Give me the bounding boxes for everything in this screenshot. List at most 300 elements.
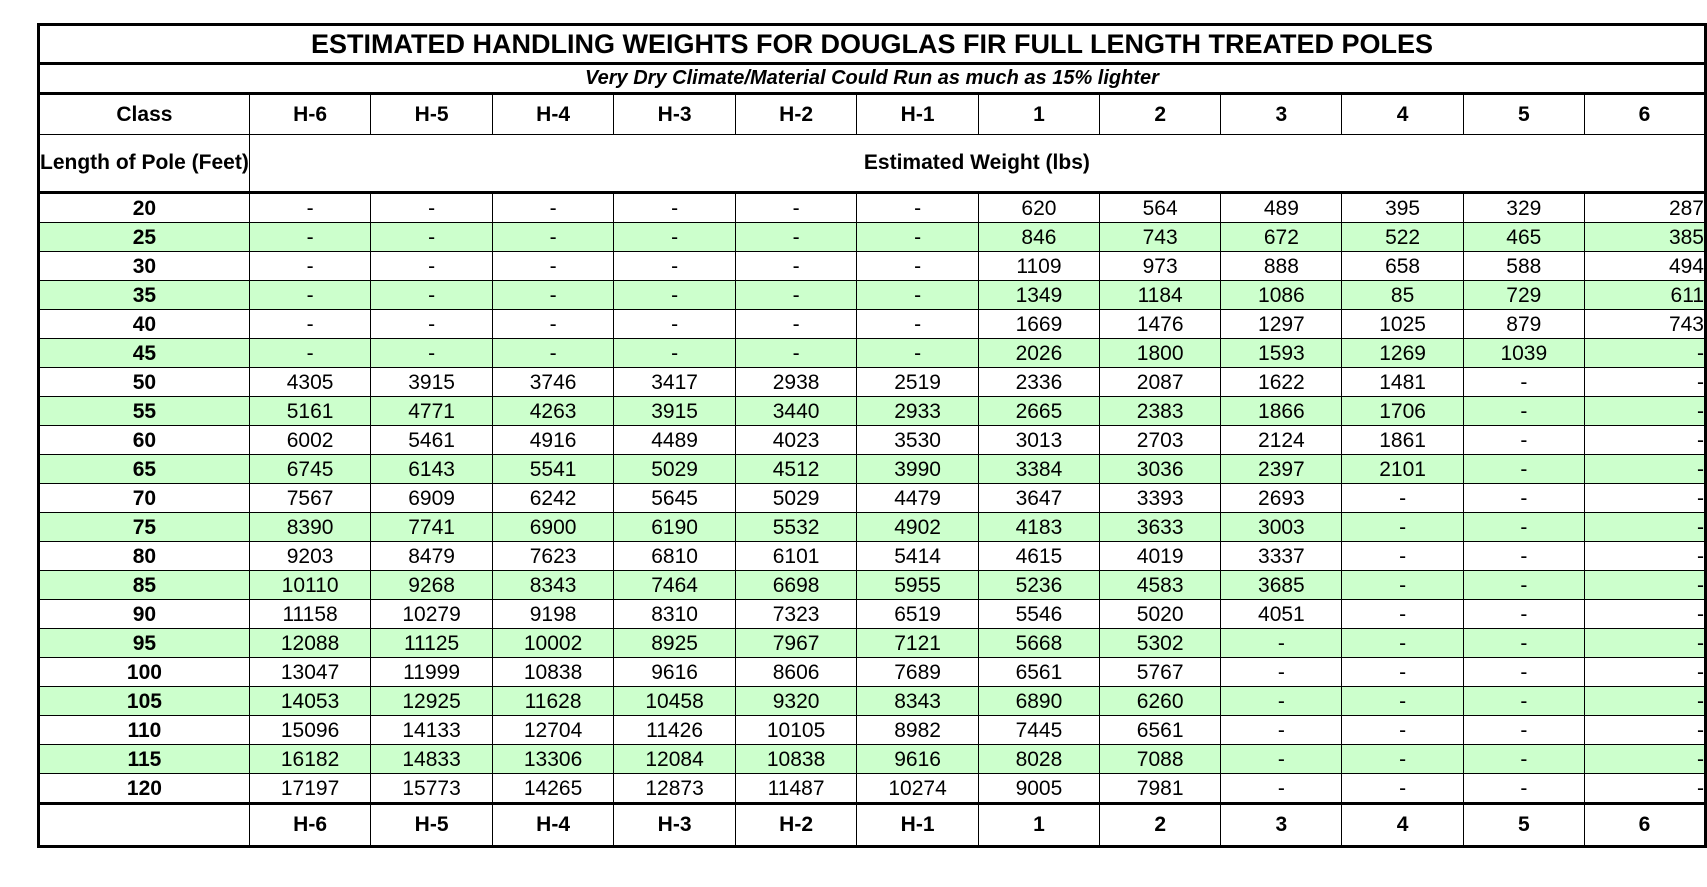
weight-cell: - <box>1463 658 1584 687</box>
weight-cell: 15096 <box>249 716 371 745</box>
weight-cell: 879 <box>1463 310 1584 339</box>
table-row <box>39 571 1706 600</box>
class-footer-cell: 5 <box>1463 804 1584 847</box>
weight-cell: - <box>1342 658 1463 687</box>
weight-cell: 2397 <box>1221 455 1342 484</box>
weight-cell: - <box>1463 716 1584 745</box>
weight-cell: 7567 <box>249 484 371 513</box>
weight-cell: 3440 <box>735 397 857 426</box>
weight-cell: 2665 <box>978 397 1099 426</box>
weight-cell: - <box>1584 571 1705 600</box>
pole-length-cell: 40 <box>39 310 250 339</box>
weight-cell: - <box>1342 542 1463 571</box>
weight-cell: 6810 <box>614 542 736 571</box>
pole-length-cell: 120 <box>39 774 250 804</box>
weight-cell: - <box>857 193 979 223</box>
weight-cell: 1109 <box>978 252 1099 281</box>
weight-cell: - <box>371 252 493 281</box>
weight-cell: 8390 <box>249 513 371 542</box>
weight-cell: 11628 <box>492 687 614 716</box>
weight-cell: - <box>1342 687 1463 716</box>
weight-cell: - <box>857 339 979 368</box>
weight-cell: - <box>1221 687 1342 716</box>
weight-cell: - <box>371 339 493 368</box>
table-row <box>39 774 1706 804</box>
class-footer-cell: H-1 <box>857 804 979 847</box>
weight-cell: 846 <box>978 223 1099 252</box>
weight-cell: 658 <box>1342 252 1463 281</box>
weight-cell: 2693 <box>1221 484 1342 513</box>
table-row <box>39 397 1706 426</box>
class-header-cell: 3 <box>1221 94 1342 135</box>
weight-cell: 5461 <box>371 426 493 455</box>
weight-cell: 729 <box>1463 281 1584 310</box>
weight-cell: 13306 <box>492 745 614 774</box>
weight-cell: 1086 <box>1221 281 1342 310</box>
weight-cell: 8343 <box>857 687 979 716</box>
pole-length-cell: 75 <box>39 513 250 542</box>
weight-cell: 9203 <box>249 542 371 571</box>
weight-cell: 8028 <box>978 745 1099 774</box>
weight-cell: - <box>249 193 371 223</box>
weight-cell: 4615 <box>978 542 1099 571</box>
weight-cell: 6242 <box>492 484 614 513</box>
table-row <box>39 252 1706 281</box>
weight-cell: 6519 <box>857 600 979 629</box>
weight-cell: - <box>1584 339 1705 368</box>
weight-cell: 4479 <box>857 484 979 513</box>
weight-cell: 6890 <box>978 687 1099 716</box>
weight-cell: 10838 <box>735 745 857 774</box>
weight-cell: 8310 <box>614 600 736 629</box>
weight-cell: - <box>735 252 857 281</box>
weight-cell: 4771 <box>371 397 493 426</box>
class-footer-cell: 4 <box>1342 804 1463 847</box>
table-row <box>39 745 1706 774</box>
weight-cell: 4489 <box>614 426 736 455</box>
weight-cell: 611 <box>1584 281 1705 310</box>
weight-cell: 6698 <box>735 571 857 600</box>
weight-cell: - <box>1342 600 1463 629</box>
pole-length-cell: 85 <box>39 571 250 600</box>
weight-cell: 12873 <box>614 774 736 804</box>
weight-cell: 14133 <box>371 716 493 745</box>
weight-cell: 10279 <box>371 600 493 629</box>
table-row <box>39 513 1706 542</box>
weight-cell: - <box>735 310 857 339</box>
weight-cell: 1800 <box>1100 339 1221 368</box>
weight-cell: 5645 <box>614 484 736 513</box>
weight-cell: - <box>735 193 857 223</box>
weight-cell: - <box>492 281 614 310</box>
weight-cell: 1039 <box>1463 339 1584 368</box>
weight-cell: - <box>1463 600 1584 629</box>
table-row <box>39 716 1706 745</box>
weight-cell: - <box>1584 600 1705 629</box>
weight-cell: 5546 <box>978 600 1099 629</box>
weight-cell: - <box>1584 397 1705 426</box>
weight-cell: 3647 <box>978 484 1099 513</box>
weight-cell: 4902 <box>857 513 979 542</box>
weight-cell: 6561 <box>1100 716 1221 745</box>
weight-cell: - <box>1463 455 1584 484</box>
weight-cell: - <box>1221 745 1342 774</box>
weight-cell: 4183 <box>978 513 1099 542</box>
weight-cell: 672 <box>1221 223 1342 252</box>
weight-cell: - <box>371 223 493 252</box>
weight-cell: - <box>371 281 493 310</box>
pole-length-cell: 95 <box>39 629 250 658</box>
weight-cell: 4583 <box>1100 571 1221 600</box>
weight-cell: 16182 <box>249 745 371 774</box>
weight-cell: 385 <box>1584 223 1705 252</box>
weight-cell: 465 <box>1463 223 1584 252</box>
class-footer-cell: 2 <box>1100 804 1221 847</box>
class-header-cell: 2 <box>1100 94 1221 135</box>
weight-cell: 6101 <box>735 542 857 571</box>
weight-cell: - <box>492 310 614 339</box>
weight-cell: 10274 <box>857 774 979 804</box>
weight-cell: 5302 <box>1100 629 1221 658</box>
weight-cell: 2101 <box>1342 455 1463 484</box>
weight-cell: 4916 <box>492 426 614 455</box>
weight-cell: 6900 <box>492 513 614 542</box>
weight-cell: 6143 <box>371 455 493 484</box>
weight-cell: 2703 <box>1100 426 1221 455</box>
weight-cell: 2938 <box>735 368 857 397</box>
weight-cell: 3530 <box>857 426 979 455</box>
table-row <box>39 426 1706 455</box>
class-footer-cell: H-4 <box>492 804 614 847</box>
weight-cell: - <box>1463 397 1584 426</box>
length-of-pole-label: Length of Pole (Feet) <box>39 135 250 193</box>
weight-cell: - <box>857 223 979 252</box>
weight-cell: 1184 <box>1100 281 1221 310</box>
weight-cell: 3685 <box>1221 571 1342 600</box>
weight-cell: 287 <box>1584 193 1705 223</box>
weight-cell: 14053 <box>249 687 371 716</box>
table-row <box>39 223 1706 252</box>
table-row <box>39 368 1706 397</box>
weight-cell: - <box>249 223 371 252</box>
weight-cell: - <box>1342 716 1463 745</box>
weight-cell: 11125 <box>371 629 493 658</box>
weight-cell: 8982 <box>857 716 979 745</box>
pole-length-cell: 80 <box>39 542 250 571</box>
weight-cell: 3393 <box>1100 484 1221 513</box>
weight-cell: 7464 <box>614 571 736 600</box>
weight-cell: - <box>614 281 736 310</box>
weight-cell: 4019 <box>1100 542 1221 571</box>
weight-cell: 743 <box>1584 310 1705 339</box>
weight-cell: 9005 <box>978 774 1099 804</box>
weight-cell: 13047 <box>249 658 371 687</box>
weight-cell: 12088 <box>249 629 371 658</box>
weight-cell: - <box>857 281 979 310</box>
weight-cell: 3013 <box>978 426 1099 455</box>
weight-cell: 620 <box>978 193 1099 223</box>
class-footer-cell: H-2 <box>735 804 857 847</box>
pole-length-cell: 30 <box>39 252 250 281</box>
table-row <box>39 600 1706 629</box>
weight-cell: 10458 <box>614 687 736 716</box>
weight-cell: - <box>1584 658 1705 687</box>
weight-cell: 8606 <box>735 658 857 687</box>
weight-cell: 10105 <box>735 716 857 745</box>
weight-cell: 3384 <box>978 455 1099 484</box>
weight-cell: 15773 <box>371 774 493 804</box>
table-title: ESTIMATED HANDLING WEIGHTS FOR DOUGLAS FIR FULL LENGTH TREATED POLES <box>39 25 1706 64</box>
weight-cell: - <box>614 223 736 252</box>
weight-cell: 9198 <box>492 600 614 629</box>
weight-cell: 6002 <box>249 426 371 455</box>
class-header-row <box>39 94 1706 135</box>
weight-cell: - <box>1342 629 1463 658</box>
weight-cell: 9320 <box>735 687 857 716</box>
weight-cell: - <box>1584 455 1705 484</box>
weight-cell: - <box>1463 484 1584 513</box>
weight-cell: - <box>1221 716 1342 745</box>
weight-cell: 973 <box>1100 252 1221 281</box>
class-header-cell: H-4 <box>492 94 614 135</box>
class-header-cell: H-3 <box>614 94 736 135</box>
weight-cell: 1269 <box>1342 339 1463 368</box>
table-row <box>39 339 1706 368</box>
weight-cell: 12084 <box>614 745 736 774</box>
weight-cell: 6561 <box>978 658 1099 687</box>
weight-cell: 5029 <box>735 484 857 513</box>
weight-cell: - <box>1221 774 1342 804</box>
weight-cell: 888 <box>1221 252 1342 281</box>
weight-cell: 7741 <box>371 513 493 542</box>
pole-length-cell: 65 <box>39 455 250 484</box>
weight-cell: - <box>249 252 371 281</box>
weight-cell: - <box>249 310 371 339</box>
weight-cell: - <box>371 193 493 223</box>
weight-cell: 1861 <box>1342 426 1463 455</box>
weight-cell: 743 <box>1100 223 1221 252</box>
weight-cell: 7689 <box>857 658 979 687</box>
weight-cell: 7623 <box>492 542 614 571</box>
weight-cell: 1622 <box>1221 368 1342 397</box>
weight-cell: - <box>1584 687 1705 716</box>
weight-cell: 4305 <box>249 368 371 397</box>
weight-cell: 9616 <box>857 745 979 774</box>
table-row <box>39 484 1706 513</box>
table-row <box>39 281 1706 310</box>
weight-cell: 9616 <box>614 658 736 687</box>
weight-cell: 5029 <box>614 455 736 484</box>
pole-length-cell: 35 <box>39 281 250 310</box>
weight-cell: 3337 <box>1221 542 1342 571</box>
weight-cell: 10838 <box>492 658 614 687</box>
pole-length-cell: 25 <box>39 223 250 252</box>
weight-cell: 7445 <box>978 716 1099 745</box>
class-footer-cell: H-5 <box>371 804 493 847</box>
weight-cell: - <box>1463 542 1584 571</box>
weight-cell: 564 <box>1100 193 1221 223</box>
weight-cell: 2087 <box>1100 368 1221 397</box>
pole-length-cell: 55 <box>39 397 250 426</box>
class-header-cell: 1 <box>978 94 1099 135</box>
weight-cell: 588 <box>1463 252 1584 281</box>
weight-cell: - <box>492 223 614 252</box>
weight-cell: 3915 <box>371 368 493 397</box>
weights-table <box>37 23 1707 848</box>
table-row <box>39 687 1706 716</box>
weight-cell: - <box>1584 629 1705 658</box>
weight-cell: - <box>1342 571 1463 600</box>
weight-cell: 329 <box>1463 193 1584 223</box>
weight-cell: 2383 <box>1100 397 1221 426</box>
weight-cell: - <box>1463 745 1584 774</box>
pole-length-cell: 100 <box>39 658 250 687</box>
weight-cell: - <box>857 252 979 281</box>
weight-cell: 2519 <box>857 368 979 397</box>
table-row <box>39 310 1706 339</box>
weight-cell: 522 <box>1342 223 1463 252</box>
weight-cell: - <box>1584 542 1705 571</box>
weight-cell: - <box>1342 745 1463 774</box>
weight-cell: 4051 <box>1221 600 1342 629</box>
pole-length-cell: 45 <box>39 339 250 368</box>
pole-length-cell: 115 <box>39 745 250 774</box>
weight-cell: 1481 <box>1342 368 1463 397</box>
pole-length-cell: 105 <box>39 687 250 716</box>
class-footer-cell: 1 <box>978 804 1099 847</box>
weight-cell: 5541 <box>492 455 614 484</box>
weight-cell: 10110 <box>249 571 371 600</box>
weight-cell: - <box>1584 426 1705 455</box>
weight-cell: 5955 <box>857 571 979 600</box>
weight-cell: - <box>1342 774 1463 804</box>
weight-cell: 3746 <box>492 368 614 397</box>
weight-cell: - <box>857 310 979 339</box>
weight-cell: 14265 <box>492 774 614 804</box>
weight-cell: 395 <box>1342 193 1463 223</box>
weight-cell: 6745 <box>249 455 371 484</box>
weight-cell: - <box>1463 687 1584 716</box>
weight-cell: - <box>614 193 736 223</box>
weight-cell: - <box>1463 368 1584 397</box>
footer-blank-cell <box>39 804 250 847</box>
class-header-cell: 6 <box>1584 94 1705 135</box>
weight-cell: - <box>735 281 857 310</box>
unit-header-row <box>39 135 1706 193</box>
weight-cell: - <box>735 223 857 252</box>
weight-cell: 2124 <box>1221 426 1342 455</box>
class-header-cell: H-2 <box>735 94 857 135</box>
weight-cell: - <box>1342 513 1463 542</box>
weight-cell: 9268 <box>371 571 493 600</box>
weight-cell: 5414 <box>857 542 979 571</box>
weight-cell: 11487 <box>735 774 857 804</box>
class-header-cell: H-1 <box>857 94 979 135</box>
weight-cell: - <box>1584 484 1705 513</box>
weight-cell: 5532 <box>735 513 857 542</box>
weight-cell: 14833 <box>371 745 493 774</box>
weight-cell: 8479 <box>371 542 493 571</box>
weight-cell: 5767 <box>1100 658 1221 687</box>
weight-cell: - <box>1584 513 1705 542</box>
class-label: Class <box>39 94 250 135</box>
weight-cell: 4023 <box>735 426 857 455</box>
weight-cell: 1349 <box>978 281 1099 310</box>
weight-cell: 6190 <box>614 513 736 542</box>
class-footer-cell: 3 <box>1221 804 1342 847</box>
table-row <box>39 629 1706 658</box>
weight-cell: 1476 <box>1100 310 1221 339</box>
weight-cell: 5236 <box>978 571 1099 600</box>
weight-cell: - <box>614 339 736 368</box>
weight-cell: - <box>1584 774 1705 804</box>
table-row <box>39 193 1706 223</box>
weight-cell: 8925 <box>614 629 736 658</box>
table-row <box>39 455 1706 484</box>
pole-length-cell: 50 <box>39 368 250 397</box>
weight-cell: 3915 <box>614 397 736 426</box>
weight-cell: - <box>1584 745 1705 774</box>
weight-cell: - <box>1463 629 1584 658</box>
weight-cell: 2026 <box>978 339 1099 368</box>
weight-cell: 3990 <box>857 455 979 484</box>
weight-cell: 7121 <box>857 629 979 658</box>
weight-cell: 1866 <box>1221 397 1342 426</box>
weight-cell: 3633 <box>1100 513 1221 542</box>
class-header-cell: 5 <box>1463 94 1584 135</box>
pole-length-cell: 20 <box>39 193 250 223</box>
weight-cell: - <box>614 310 736 339</box>
weight-cell: 3417 <box>614 368 736 397</box>
weight-cell: 3003 <box>1221 513 1342 542</box>
estimated-weight-label: Estimated Weight (lbs) <box>249 135 1705 193</box>
pole-length-cell: 110 <box>39 716 250 745</box>
weight-cell: 6909 <box>371 484 493 513</box>
weight-cell: - <box>1584 368 1705 397</box>
weight-cell: - <box>1221 658 1342 687</box>
weight-cell: 12925 <box>371 687 493 716</box>
class-footer-cell: H-3 <box>614 804 736 847</box>
table-row <box>39 658 1706 687</box>
weight-cell: 4263 <box>492 397 614 426</box>
weight-cell: 6260 <box>1100 687 1221 716</box>
weight-cell: 7967 <box>735 629 857 658</box>
class-header-cell: 4 <box>1342 94 1463 135</box>
weight-cell: - <box>1584 716 1705 745</box>
weight-cell: 494 <box>1584 252 1705 281</box>
weight-cell: 7088 <box>1100 745 1221 774</box>
weight-cell: 1297 <box>1221 310 1342 339</box>
weight-cell: 85 <box>1342 281 1463 310</box>
weight-cell: - <box>249 339 371 368</box>
weight-cell: - <box>1221 629 1342 658</box>
class-footer-cell: 6 <box>1584 804 1705 847</box>
weight-cell: - <box>492 252 614 281</box>
weight-cell: 2336 <box>978 368 1099 397</box>
weight-cell: 7323 <box>735 600 857 629</box>
weight-cell: 3036 <box>1100 455 1221 484</box>
weight-cell: 5020 <box>1100 600 1221 629</box>
weight-cell: 7981 <box>1100 774 1221 804</box>
weight-cell: - <box>1342 484 1463 513</box>
weight-cell: 2933 <box>857 397 979 426</box>
weight-cell: 489 <box>1221 193 1342 223</box>
weight-cell: - <box>1463 513 1584 542</box>
class-header-cell: H-5 <box>371 94 493 135</box>
class-footer-cell: H-6 <box>249 804 371 847</box>
pole-length-cell: 60 <box>39 426 250 455</box>
weight-cell: - <box>614 252 736 281</box>
